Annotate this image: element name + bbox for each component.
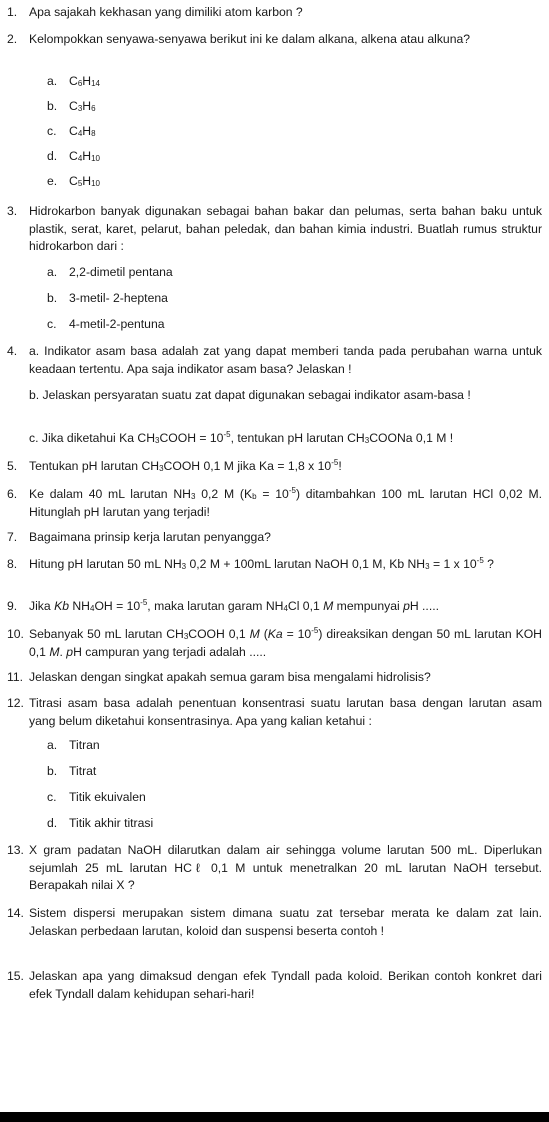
superscript: -5 xyxy=(140,598,148,607)
bottom-border-bar xyxy=(0,1112,549,1122)
option-item xyxy=(47,763,96,781)
question-text: X gram padatan NaOH dilarutkan dalam air sehingga volume larutan 500 mL. Diperlukan sejumlah 25 mL larutan HCℓ 0,1 M untuk menetralkan 20 mL larutan NaOH tersebut. Berapakah nilai X ? xyxy=(29,843,542,893)
subscript: 3 xyxy=(181,562,187,571)
question-text: Jelaskan dengan singkat apakah semua garam bisa mengalami hidrolisis? xyxy=(29,670,431,684)
subscript: 4 xyxy=(283,604,288,613)
text-run: ! xyxy=(338,459,342,473)
question-number: 9. xyxy=(7,599,18,613)
question-number: 8. xyxy=(7,557,18,571)
superscript: -5 xyxy=(288,486,296,495)
formula-part: H xyxy=(82,149,92,163)
italic-run: Kb xyxy=(54,599,69,613)
question-number: 3. xyxy=(7,204,18,218)
formula-part: C xyxy=(69,174,78,188)
option-item xyxy=(47,148,100,166)
option-label: a. xyxy=(47,74,58,88)
question-number: 13. xyxy=(7,843,24,857)
question-13 xyxy=(7,842,542,895)
text-run: , tentukan pH larutan CH xyxy=(230,431,365,445)
question-part-a: a. Indikator asam basa adalah zat yang dapat memberi tanda pada perubahan warna untuk keadaan tertentu. Apa saja indikator asam basa? Jelaskan ! xyxy=(29,344,542,376)
text-run: = 10 xyxy=(282,627,312,641)
text-run: mempunyai xyxy=(333,599,404,613)
question-3 xyxy=(7,203,542,256)
formula-subscript: 3 xyxy=(77,104,83,113)
option-label: c. xyxy=(47,124,57,138)
option-text: Titik ekuivalen xyxy=(69,790,146,804)
formula-subscript: 6 xyxy=(77,79,83,88)
formula-part: H xyxy=(82,124,92,138)
question-2 xyxy=(7,31,542,49)
subscript: 4 xyxy=(89,604,95,613)
question-part-c xyxy=(29,430,542,448)
option-label: c. xyxy=(47,790,57,804)
option-label: e. xyxy=(47,174,58,188)
subscript: 3 xyxy=(183,632,189,641)
question-number: 12. xyxy=(7,696,24,710)
option-item xyxy=(47,815,153,833)
italic-run: Ka xyxy=(267,627,283,641)
question-7 xyxy=(7,529,542,547)
text-run: Hitung pH larutan 50 mL NH xyxy=(29,557,182,571)
subscript: 3 xyxy=(190,492,196,501)
question-text: Kelompokkan senyawa-senyawa berikut ini ke dalam alkana, alkena atau alkuna? xyxy=(29,32,471,46)
formula-part: C xyxy=(69,99,78,113)
text-run: COOH = 10 xyxy=(159,431,224,445)
option-label: b. xyxy=(47,291,58,305)
text-run: = 10 xyxy=(256,487,289,501)
text-run: . xyxy=(59,644,67,659)
formula-subscript: 10 xyxy=(91,179,100,188)
text-run: 0,2 M (K xyxy=(195,487,253,501)
question-number: 15. xyxy=(7,969,24,983)
question-15 xyxy=(7,968,542,1003)
formula-subscript: 8 xyxy=(91,129,96,138)
formula-subscript: 14 xyxy=(91,79,100,88)
formula-subscript: 10 xyxy=(91,154,100,163)
option-label: a. xyxy=(47,738,58,752)
superscript: -5 xyxy=(331,458,339,467)
subscript: 3 xyxy=(159,464,164,473)
option-label: b. xyxy=(47,99,58,113)
question-text xyxy=(29,626,542,661)
question-6 xyxy=(7,486,542,521)
question-text: Hidrokarbon banyak digunakan sebagai bahan bakar dan pelumas, serta bahan baku untuk plastik, serat, karet, pelarut, bahan peledak, dan bahan kimia industri. Buatlah rumus struktur hidrokarbon dari : xyxy=(29,204,542,254)
subscript: 3 xyxy=(155,436,160,445)
question-4c xyxy=(7,430,542,448)
text-run: ) direaksikan dengan 50 mL larutan KOH 0,1 xyxy=(29,627,542,659)
formula-subscript: 4 xyxy=(77,129,83,138)
text-run: COOH 0,1 xyxy=(188,627,250,641)
option-label: d. xyxy=(47,816,58,830)
formula-part: C xyxy=(69,149,78,163)
option-label: a. xyxy=(47,265,58,279)
question-number: 4. xyxy=(7,344,18,358)
question-number: 1. xyxy=(7,5,18,19)
option-item xyxy=(47,173,100,191)
question-text: Jelaskan apa yang dimaksud dengan efek Tyndall pada koloid. Berikan contoh konkret dari efek Tyndall dalam kehidupan sehari-hari! xyxy=(29,969,542,1001)
text-run: H campuran yang terjadi adalah ..... xyxy=(73,644,267,659)
subscript: b xyxy=(252,492,257,501)
italic-run: M xyxy=(249,627,260,641)
question-number: 11. xyxy=(7,670,24,684)
italic-run: p xyxy=(66,644,74,659)
question-12 xyxy=(7,695,542,730)
question-text xyxy=(29,556,542,574)
option-text: Titran xyxy=(69,738,100,752)
question-8 xyxy=(7,556,542,574)
option-item xyxy=(47,316,165,334)
text-run: ) ditambahkan 100 mL larutan HCl 0,02 M. Hitunglah pH larutan yang terjadi! xyxy=(29,487,542,519)
question-number: 7. xyxy=(7,530,18,544)
option-label: d. xyxy=(47,149,58,163)
question-number: 6. xyxy=(7,487,18,501)
text-run: H ..... xyxy=(409,599,439,613)
italic-run: M xyxy=(49,644,60,659)
italic-run: M xyxy=(323,599,334,613)
formula-subscript: 6 xyxy=(91,104,96,113)
question-number: 14. xyxy=(7,906,24,920)
option-text: Titik akhir titrasi xyxy=(69,816,154,830)
question-text: Apa sajakah kekhasan yang dimiliki atom karbon ? xyxy=(29,5,303,19)
text-run: 0,2 M + 100mL larutan NaOH 0,1 M, Kb NH xyxy=(186,557,426,571)
question-number: 2. xyxy=(7,32,18,46)
question-text: Bagaimana prinsip kerja larutan penyangga? xyxy=(29,530,271,544)
text-run: COONa 0,1 M ! xyxy=(369,431,454,445)
text-run: c. Jika diketahui Ka CH xyxy=(29,431,155,445)
formula-subscript: 4 xyxy=(77,154,83,163)
option-item xyxy=(47,789,146,807)
option-item xyxy=(47,98,96,116)
text-run: COOH 0,1 M jika Ka = 1,8 x 10 xyxy=(163,459,332,473)
text-run: Cl 0,1 xyxy=(287,599,324,613)
text-run: Jika xyxy=(29,599,55,613)
formula-part: H xyxy=(82,99,92,113)
question-text xyxy=(29,458,542,476)
option-text: Titrat xyxy=(69,764,97,778)
option-item xyxy=(47,264,173,282)
text-run: Tentukan pH larutan CH xyxy=(29,459,160,473)
option-label: b. xyxy=(47,764,58,778)
text-run: = 1 x 10 xyxy=(429,557,477,571)
question-part-b: b. Jelaskan persyaratan suatu zat dapat digunakan sebagai indikator asam-basa ! xyxy=(29,388,471,402)
subscript: 3 xyxy=(364,436,370,445)
formula-part: H xyxy=(82,74,92,88)
option-item xyxy=(47,123,96,141)
formula-subscript: 5 xyxy=(77,179,83,188)
text-run: OH = 10 xyxy=(94,599,141,613)
option-text: 2,2-dimetil pentana xyxy=(69,265,173,279)
option-text: 4-metil-2-pentuna xyxy=(69,317,165,331)
question-text: Sistem dispersi merupakan sistem dimana suatu zat tersebar merata ke dalam zat lain. Jelaskan perbedaan larutan, koloid dan suspensi beserta contoh ! xyxy=(29,906,542,938)
text-run: Ke dalam 40 mL larutan NH xyxy=(29,487,191,501)
text-run: ? xyxy=(483,557,494,571)
question-4 xyxy=(7,343,542,378)
option-item xyxy=(47,290,168,308)
question-1 xyxy=(7,4,542,22)
question-text xyxy=(29,486,542,521)
question-5 xyxy=(7,458,542,476)
question-10 xyxy=(7,626,542,661)
question-number: 10. xyxy=(7,627,24,641)
option-item xyxy=(47,737,100,755)
text-run: NH xyxy=(68,599,90,613)
question-9 xyxy=(7,598,542,616)
option-label: c. xyxy=(47,317,57,331)
question-11 xyxy=(7,669,542,687)
option-item xyxy=(47,73,100,91)
text-run: ( xyxy=(259,627,268,641)
option-text: 3-metil- 2-heptena xyxy=(69,291,168,305)
question-number: 5. xyxy=(7,459,18,473)
formula-part: C xyxy=(69,74,78,88)
question-14 xyxy=(7,905,542,940)
formula-part: C xyxy=(69,124,78,138)
text-run: , maka larutan garam NH xyxy=(147,599,284,613)
superscript: -5 xyxy=(311,626,319,635)
superscript: -5 xyxy=(476,556,484,565)
italic-run: p xyxy=(403,599,410,613)
formula-part: H xyxy=(82,174,92,188)
text-run: Sebanyak 50 mL larutan CH xyxy=(29,627,184,641)
superscript: -5 xyxy=(223,430,231,439)
question-4b xyxy=(7,387,542,405)
question-text xyxy=(29,598,542,616)
question-text: Titrasi asam basa adalah penentuan konsentrasi suatu larutan basa dengan larutan asam yang belum diketahui konsentrasinya. Apa yang kalian ketahui : xyxy=(29,696,542,728)
subscript: 3 xyxy=(425,562,430,571)
